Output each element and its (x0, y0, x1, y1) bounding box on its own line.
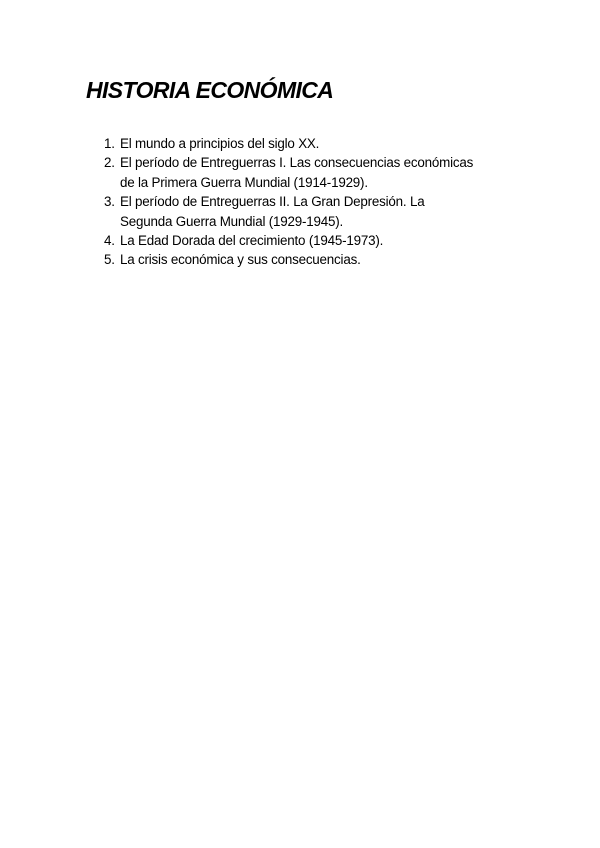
list-item-text: El período de Entreguerras I. Las consecuencias económicas (120, 155, 474, 171)
list-item-number: 4. (104, 233, 115, 249)
list-item-text-continuation: Segunda Guerra Mundial (1929-1945). (120, 213, 344, 229)
list-item-text: El período de Entreguerras II. La Gran Depresión. La (120, 194, 425, 210)
list-item (100, 231, 530, 250)
list-item-number: 2. (104, 155, 115, 171)
list-item-text-continuation: de la Primera Guerra Mundial (1914-1929). (120, 174, 368, 190)
list-item (100, 153, 530, 192)
list-item-number: 5. (104, 252, 115, 268)
list-item-number: 3. (104, 194, 115, 210)
list-item-number: 1. (104, 136, 115, 151)
page-title: HISTORIA ECONÓMICA (86, 77, 334, 103)
list-item-text: El mundo a principios del siglo XX. (120, 136, 320, 151)
list-item (100, 192, 530, 231)
table-of-contents (100, 134, 530, 270)
list-item (100, 134, 530, 153)
list-item-text: La Edad Dorada del crecimiento (1945-1973). (120, 233, 384, 249)
list-item-text: La crisis económica y sus consecuencias. (120, 252, 361, 268)
list-item (100, 250, 530, 269)
